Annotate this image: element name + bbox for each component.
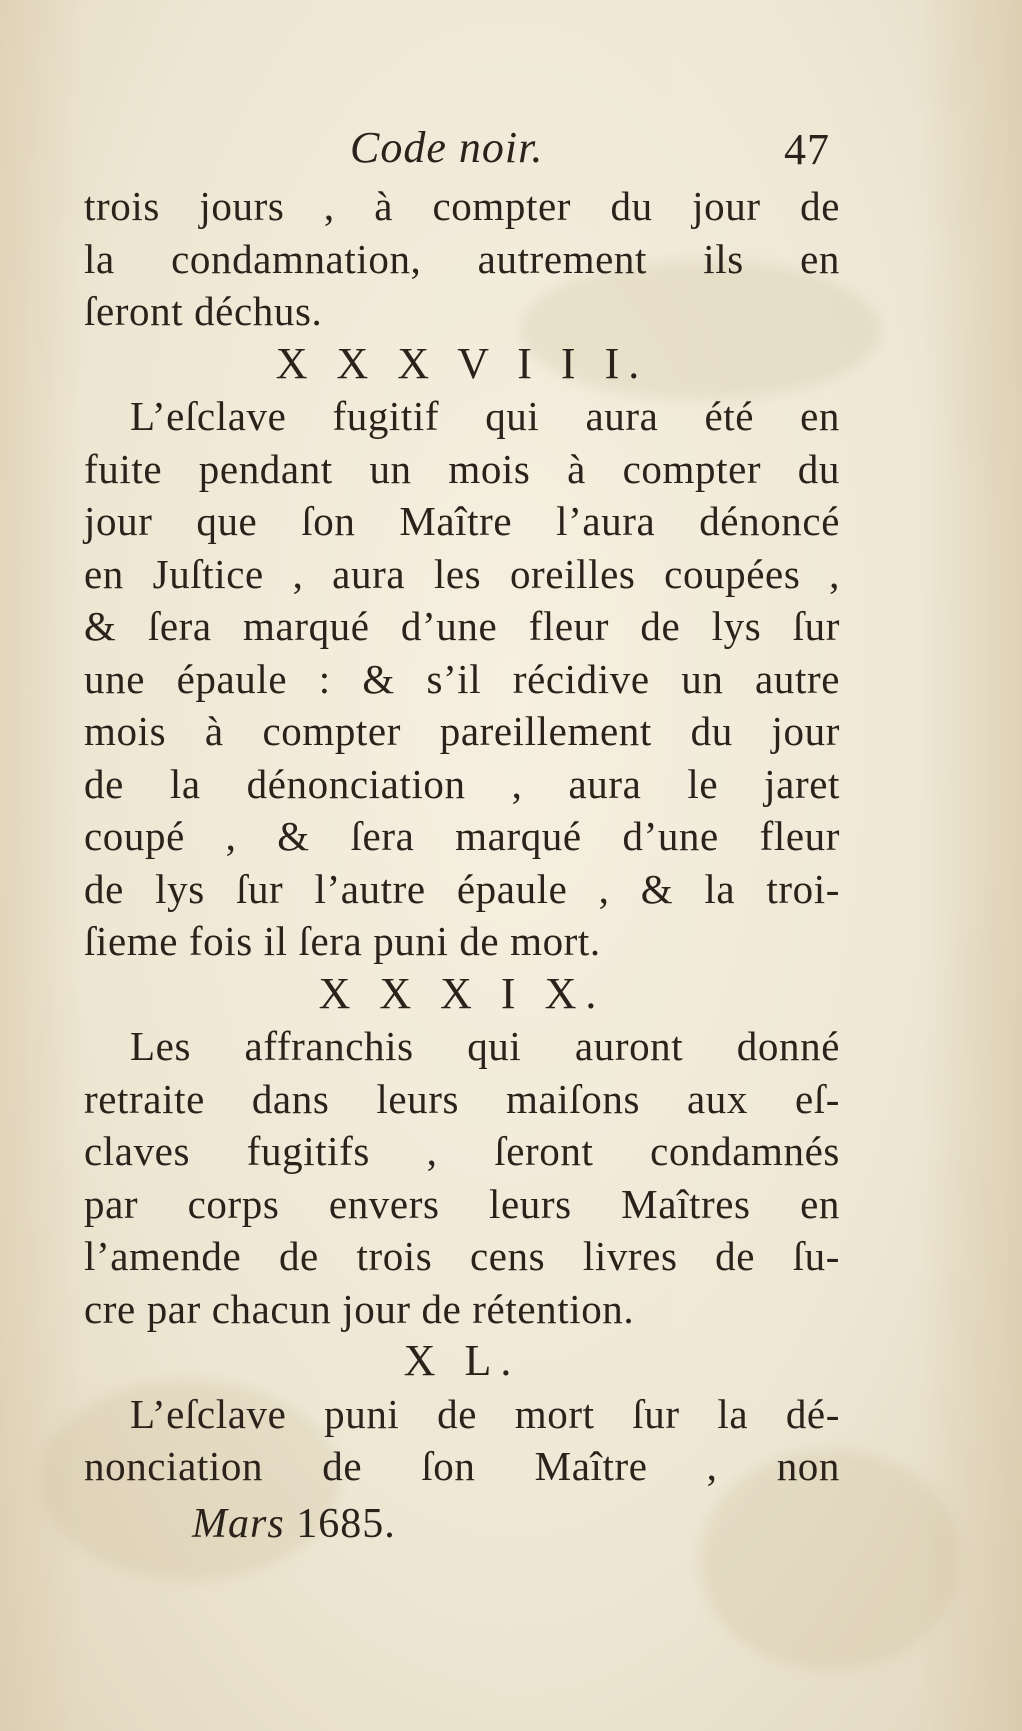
text-line: nonciation de ſon Maître , non	[84, 1443, 840, 1489]
page-number: 47	[784, 125, 830, 174]
text-line: jour que ſon Maître l’aura dénoncé	[84, 498, 840, 544]
text-line: ſeront déchus.	[84, 288, 323, 334]
article-39	[84, 968, 840, 1336]
article-numeral: X X X V I I I.	[275, 338, 649, 388]
text-line: une épaule : & s’il récidive un autre	[84, 655, 840, 702]
text-line: par corps envers leurs Maîtres en	[84, 1180, 840, 1227]
article-38	[84, 338, 840, 968]
text-line: retraite dans leurs maiſons aux eſ-	[84, 1075, 840, 1122]
text-line: mois à compter pareillement du jour	[84, 708, 840, 754]
article-numeral: X L.	[403, 1336, 521, 1385]
text-line: L’eſclave puni de mort ſur la dé-	[130, 1390, 840, 1437]
text-line: trois jours , à compter du jour de	[84, 183, 840, 229]
text-line: de lys ſur l’autre épaule , & la troi-	[84, 865, 840, 912]
footer-month: Mars	[192, 1501, 285, 1547]
text-line: l’amende de trois cens livres de ſu-	[84, 1233, 840, 1279]
footer-year: 1685.	[296, 1501, 396, 1547]
text-line: de la dénonciation , aura le jaret	[84, 760, 840, 807]
text-line: & ſera marqué d’une fleur de lys ſur	[84, 603, 840, 649]
text-line: L’eſclave fugitif qui aura été en	[130, 393, 840, 439]
text-line: la condamnation, autrement ils en	[84, 235, 840, 282]
text-line: claves fugitifs , ſeront condamnés	[84, 1128, 840, 1174]
text-line: Les affranchis qui auront donné	[130, 1023, 840, 1069]
page-header	[84, 118, 840, 180]
page-footer	[192, 1500, 396, 1548]
text-line: en Juſtice , aura les oreilles coupées ,	[84, 550, 840, 597]
text-line: cre par chacun jour de rétention.	[84, 1285, 635, 1332]
article-numeral: X X X I X.	[318, 968, 606, 1018]
text-line: coupé , & ſera marqué d’une fleur	[84, 813, 840, 859]
text-line: ſieme fois il ſera puni de mort.	[84, 918, 601, 964]
continuation-paragraph	[84, 180, 840, 338]
text-block	[84, 118, 840, 1493]
article-40	[84, 1335, 840, 1493]
text-line: fuite pendant un mois à compter du	[84, 445, 840, 492]
running-head: Code noir.	[350, 123, 544, 172]
